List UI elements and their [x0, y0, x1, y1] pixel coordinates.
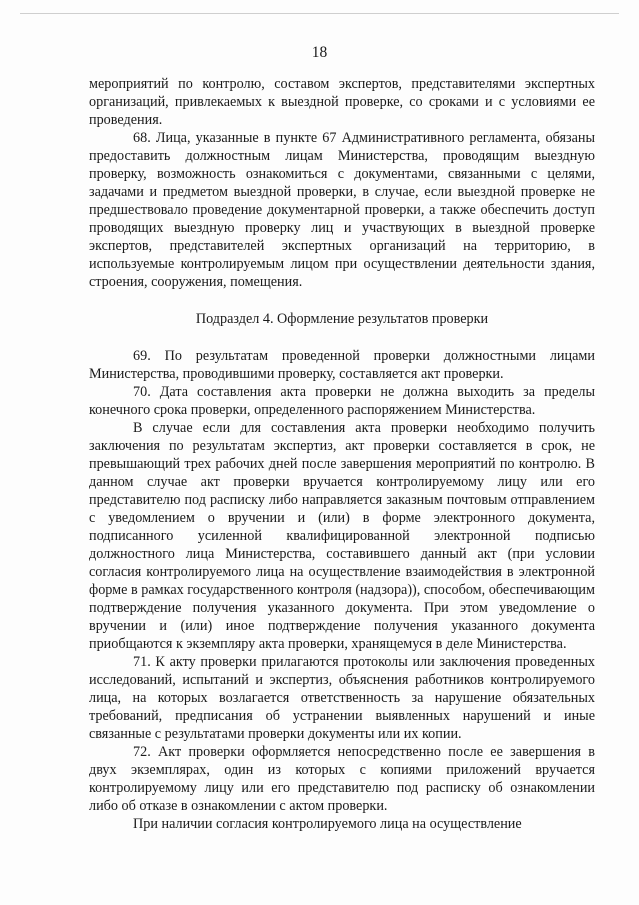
document-body — [89, 75, 595, 833]
paragraph-68: 68. Лица, указанные в пункте 67 Административного регламента, обязаны предоставить должностным лицам Министерства, проводящим выездную проверку, возможность ознакомиться с документами, связанными с целями, задачами и предметом выездной проверки, в случае, если выездной проверке не предшествовало проведение документарной проверки, а также обеспечить доступ проводящих выездную проверку лиц и участвующих в выездной проверке экспертов, представителей экспертных организаций на территорию, в используемые контролируемым лицом при осуществлении деятельности здания, строения, сооружения, помещения. — [89, 130, 595, 290]
subsection-heading: Подраздел 4. Оформление результатов проверки — [195, 311, 489, 327]
paragraph-72-consent: При наличии согласия контролируемого лица на осуществление — [133, 816, 522, 832]
paragraph-72: 72. Акт проверки оформляется непосредственно после ее завершения в двух экземплярах, один из которых с копиями приложений вручается контролируемому лицу или его представителю под расписку об ознакомлении либо об отказе в ознакомлении с актом проверки. — [89, 744, 595, 814]
paragraph-continuation: мероприятий по контролю, составом экспертов, представителями экспертных организаций, привлекаемых к выездной проверке, со сроками и с условиями ее проведения. — [89, 76, 595, 128]
page-number: 18 — [311, 44, 328, 61]
scan-top-edge — [20, 13, 619, 14]
paragraph-69: 69. По результатам проведенной проверки должностными лицами Министерства, проводившими проверку, составляется акт проверки. — [89, 348, 595, 382]
paragraph-70-expert-conclusions: В случае если для составления акта проверки необходимо получить заключения по результатам экспертиз, акт проверки составляется в срок, не превышающий трех рабочих дней после завершения мероприятий по контролю. В данном случае акт проверки вручается контролируемому лицу или его представителю под расписку либо направляется заказным почтовым отправлением с уведомлением о вручении и (или) в форме электронного документа, подписанного усиленной квалифицированной электронной подписью должностного лица Министерства, составившего данный акт (при условии согласия контролируемого лица на осуществление взаимодействия в электронной форме в рамках государственного контроля (надзора)), способом, обеспечивающим подтверждение получения указанного документа. При этом уведомление о вручении и (или) иное подтверждение получения указанного документа приобщаются к экземпляру акта проверки, хранящемуся в деле Министерства. — [89, 420, 595, 652]
paragraph-71: 71. К акту проверки прилагаются протоколы или заключения проведенных исследований, испытаний и экспертиз, объяснения работников контролируемого лица, на которых возлагается ответственность за нарушение обязательных требований, предписания об устранении выявленных нарушений и иные связанные с результатами проверки документы или их копии. — [89, 654, 595, 742]
paragraph-70: 70. Дата составления акта проверки не должна выходить за пределы конечного срока проверки, определенного распоряжением Министерства. — [89, 384, 595, 418]
